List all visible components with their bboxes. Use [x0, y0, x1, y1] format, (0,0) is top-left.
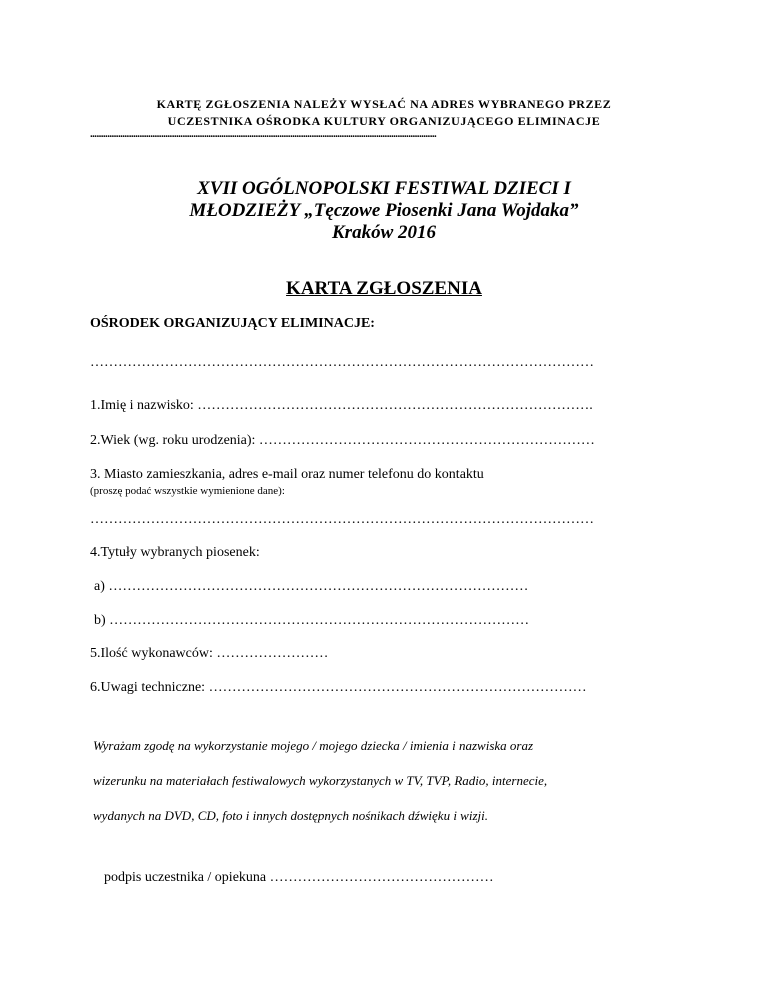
- age-field[interactable]: 2.Wiek (wg. roku urodzenia): ………………………………………………………………: [90, 433, 595, 448]
- contact-field[interactable]: ………………………………………………………………………………………………: [90, 512, 594, 527]
- tech-notes-field[interactable]: 6.Uwagi techniczne: ………………………………………………………………………: [90, 680, 587, 695]
- song-b-field[interactable]: b) ………………………………………………………………………………: [94, 613, 530, 628]
- consent-line-2: wizerunku na materiałach festiwalowych wykorzystanych w TV, TVP, Radio, internecie,: [93, 773, 548, 788]
- festival-title-line-2: MŁODZIEŻY „Tęczowe Piosenki Jana Wojdaka”: [189, 200, 579, 221]
- header-divider-dots: .................................................................................................................................................................: [90, 128, 437, 140]
- consent-line-1: Wyrażam zgodę na wykorzystanie mojego / mojego dziecka / imienia i nazwiska oraz: [93, 738, 534, 753]
- organizer-label: OŚRODEK ORGANIZUJĄCY ELIMINACJE:: [90, 316, 375, 331]
- header-line-2: UCZESTNIKA OŚRODKA KULTURY ORGANIZUJĄCEGO ELIMINACJE: [167, 114, 601, 128]
- song-a-field[interactable]: a) ………………………………………………………………………………: [94, 579, 529, 594]
- form-title: KARTA ZGŁOSZENIA: [286, 278, 482, 299]
- contact-note: (proszę podać wszystkie wymienione dane):: [90, 485, 285, 497]
- consent-line-3: wydanych na DVD, CD, foto i innych dostępnych nośnikach dźwięku i wizji.: [93, 808, 488, 823]
- header-line-1: KARTĘ ZGŁOSZENIA NALEŻY WYSŁAĆ NA ADRES WYBRANEGO PRZEZ: [156, 97, 612, 111]
- name-field[interactable]: 1.Imię i nazwisko: ………………………………………………………………………….: [90, 398, 593, 413]
- performers-field[interactable]: 5.Ilość wykonawców: ……………………: [90, 646, 329, 661]
- contact-label: 3. Miasto zamieszkania, adres e-mail oraz numer telefonu do kontaktu: [90, 467, 484, 482]
- festival-title-line-1: XVII OGÓLNOPOLSKI FESTIWAL DZIECI I: [197, 178, 571, 199]
- organizer-field[interactable]: ………………………………………………………………………………………………: [90, 355, 594, 370]
- festival-title-line-3: Kraków 2016: [332, 222, 436, 243]
- songs-label: 4.Tytuły wybranych piosenek:: [90, 545, 260, 560]
- signature-field[interactable]: podpis uczestnika / opiekuna …………………………………………: [104, 870, 494, 885]
